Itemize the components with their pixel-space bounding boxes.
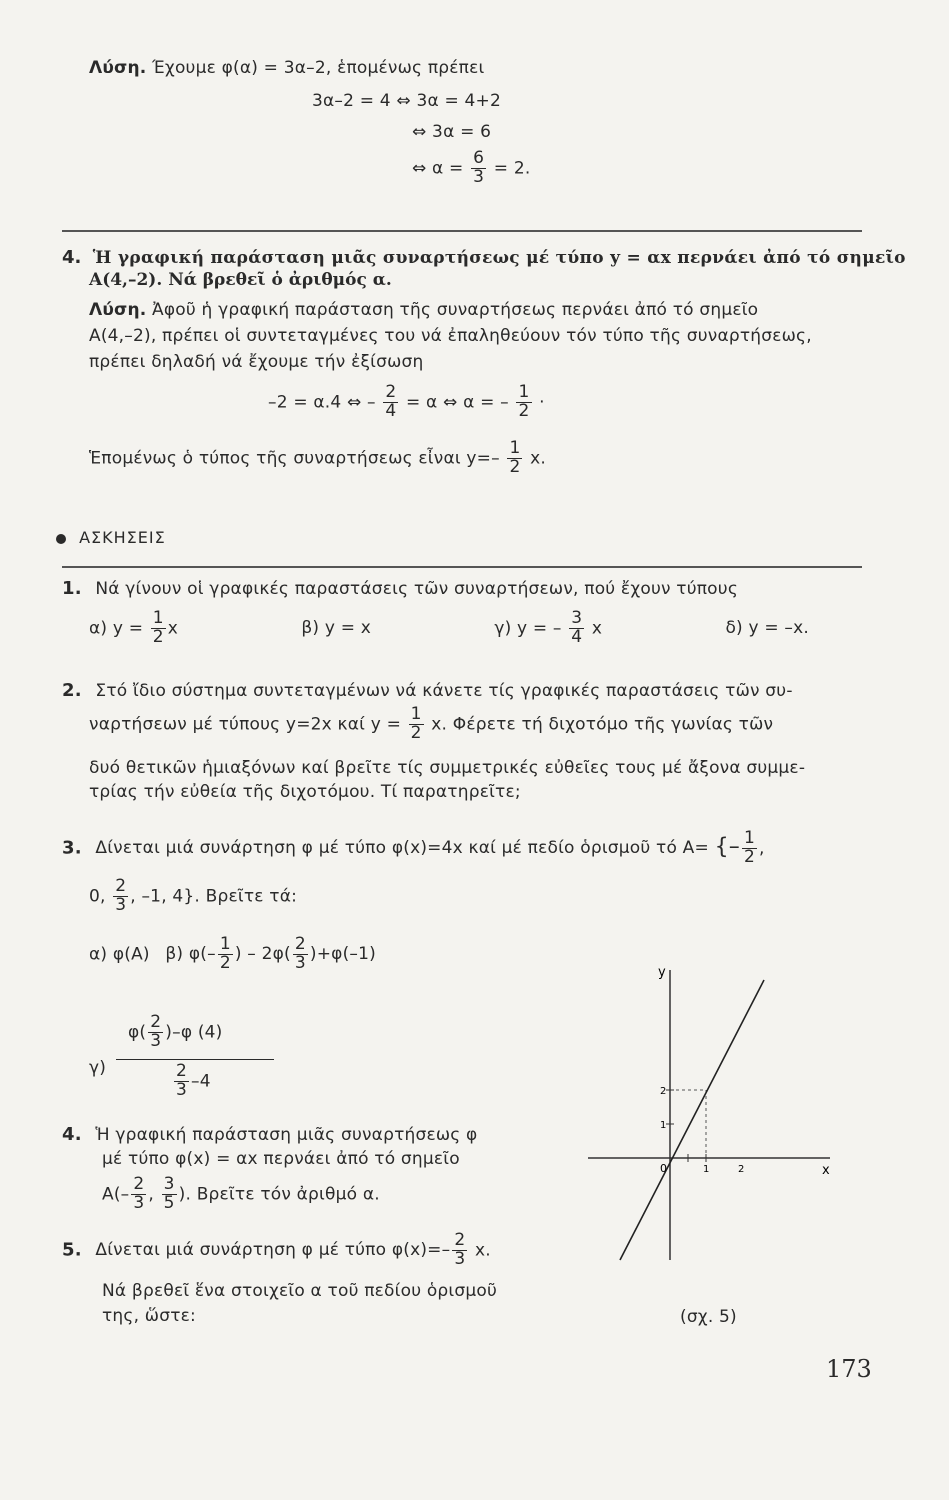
exercise-statement: Στό ἴδιο σύστημα συντεταγμένων νά κάνετε τίς γραφικές παραστάσεις τῶν συ- xyxy=(95,681,793,701)
exercise-statement: Δίνεται μιά συνάρτηση φ μέ τύπο φ(x)=4x καί μέ πεδίο ὁρισμοῦ τό A= xyxy=(95,838,709,859)
frac-den: 3 xyxy=(294,952,306,973)
page-number: 173 xyxy=(826,1355,872,1383)
frac-den: 2 xyxy=(518,400,530,421)
frac-den: 3 xyxy=(133,1192,145,1213)
eq-post: · xyxy=(539,392,545,413)
formula-c-post: x xyxy=(591,618,603,639)
exercise-4-line-2: μέ τύπο φ(x) = αx περνάει ἀπό τό σημεῖο xyxy=(102,1149,460,1169)
exercise-number: 5. xyxy=(62,1239,82,1261)
final-pre: Ἑπομένως ὁ τύπος τῆς συναρτήσεως εἶναι y=– xyxy=(89,448,500,469)
eq3-pre: ⇔ α = xyxy=(412,158,464,179)
line1-pre: Δίνεται μιά συνάρτηση φ μέ τύπο φ(x)=– xyxy=(95,1240,451,1261)
exercise-number: 4. xyxy=(62,1124,82,1145)
line2-post: x. Φέρετε τή διχοτόμο τῆς γωνίας τῶν xyxy=(431,714,774,735)
part-c-denominator xyxy=(172,1063,211,1100)
frac-den: 3 xyxy=(473,166,485,187)
exercise-2-line-4: τρίας τήν εὐθεία τῆς διχοτόμου. Τί παρατηρεῖτε; xyxy=(89,782,521,802)
exercises-heading xyxy=(56,528,166,547)
frac-num: 2 xyxy=(133,1174,145,1194)
tick-y2-label: 2 xyxy=(660,1086,667,1097)
exercise-number: 2. xyxy=(62,680,82,701)
exercise-4-line-1 xyxy=(62,1124,477,1145)
eq3-post: = 2. xyxy=(493,158,531,179)
c-num-post: )–φ (4) xyxy=(165,1022,223,1043)
fraction xyxy=(569,610,584,647)
fraction xyxy=(409,706,424,743)
example-statement-2: A(4,–2). Νά βρεθεῖ ὁ ἀριθμός α. xyxy=(89,270,392,290)
part-b-mid: ) – 2φ( xyxy=(234,944,291,965)
exercise-2-line-2 xyxy=(89,706,773,743)
solution-intro: Έχουμε φ(α) = 3α–2, ἑπομένως πρέπει xyxy=(152,58,485,78)
fraction-1-2 xyxy=(516,384,531,421)
exercise-1-formulas xyxy=(89,610,809,647)
x-axis-label: x xyxy=(822,1163,830,1178)
example-4-line-1 xyxy=(62,247,906,268)
tick-x1-label: 1 xyxy=(703,1164,710,1175)
formula-a-pre: α) y = xyxy=(89,618,144,639)
frac-den: 3 xyxy=(176,1079,188,1100)
frac-num: 2 xyxy=(294,934,306,954)
exercise-3-line-2 xyxy=(89,878,297,915)
exercise-3-line-1 xyxy=(62,830,765,867)
line3-pre: A(– xyxy=(102,1184,130,1205)
tick-x2-label: 2 xyxy=(738,1164,745,1175)
frac-den: 5 xyxy=(163,1192,175,1213)
frac-den: 2 xyxy=(509,456,521,477)
exercise-statement: Ἡ γραφική παράσταση μιᾶς συναρτήσεως φ xyxy=(95,1125,478,1145)
fraction xyxy=(162,1176,177,1213)
frac-den: 4 xyxy=(571,626,583,647)
fraction xyxy=(113,878,128,915)
fraction xyxy=(131,1176,146,1213)
fraction xyxy=(148,1014,163,1051)
formula-b: β) y = x xyxy=(301,618,372,639)
example-number: 4. xyxy=(62,247,82,268)
line3-post: ). Βρεῖτε τόν ἀριθμό α. xyxy=(178,1184,380,1205)
line2-pre: ναρτήσεων μέ τύπους y=2x καί y = xyxy=(89,714,402,735)
section-divider xyxy=(62,230,862,232)
formula-d: δ) y = –x. xyxy=(725,618,809,639)
frac-num: 1 xyxy=(152,608,164,628)
exercise-4-line-3 xyxy=(102,1176,380,1213)
c-num-pre: φ( xyxy=(128,1022,147,1043)
section-divider xyxy=(62,566,862,568)
frac-num: 6 xyxy=(473,148,485,168)
fraction-1-2 xyxy=(507,440,522,477)
frac-num: 2 xyxy=(454,1230,466,1250)
frac-num: 2 xyxy=(176,1061,188,1081)
formula-c-pre: γ) y = – xyxy=(494,618,562,639)
figure-graph xyxy=(580,960,860,1300)
fraction-2-4 xyxy=(383,384,398,421)
frac-den: 2 xyxy=(743,846,755,867)
exercise-3-parts-ab xyxy=(89,936,376,973)
exercise-5-line-3: της, ὥστε: xyxy=(102,1306,196,1326)
frac-den: 2 xyxy=(410,722,422,743)
fraction xyxy=(452,1232,467,1269)
formula-c xyxy=(494,610,602,647)
frac-den: 3 xyxy=(115,894,127,915)
final-post: x. xyxy=(530,448,546,469)
frac-den: 2 xyxy=(219,952,231,973)
exercise-number: 3. xyxy=(62,837,82,859)
eq-mid: = α ⇔ α = – xyxy=(406,392,509,413)
fraction xyxy=(218,936,233,973)
formula-a xyxy=(89,610,178,647)
exercise-2-line-3: δυό θετικῶν ἡμιαξόνων καί βρεῖτε τίς συμμετρικές εὐθεῖες τους μέ ἄξονα συμμε- xyxy=(89,758,806,778)
part-a: α) φ(A) xyxy=(89,944,150,965)
equation-line-3 xyxy=(412,150,530,187)
exercise-5-line-2: Νά βρεθεῖ ἕνα στοιχεῖο α τοῦ πεδίου ὁρισμοῦ xyxy=(102,1281,498,1301)
frac-num: 1 xyxy=(743,828,755,848)
function-line xyxy=(620,980,764,1260)
example-4-final xyxy=(89,440,546,477)
solution-label: Λύση. xyxy=(89,300,147,320)
solution-text-1: Ἀφοῦ ἡ γραφική παράσταση τῆς συναρτήσεως περνάει ἀπό τό σημεῖο xyxy=(152,300,759,320)
frac-den: 3 xyxy=(454,1248,466,1269)
frac-num: 1 xyxy=(509,438,521,458)
frac-num: 2 xyxy=(150,1012,162,1032)
example-statement-1: Ἡ γραφική παράσταση μιᾶς συναρτήσεως μέ τύπο y = αx περνάει ἀπό τό σημεῖο xyxy=(92,248,906,268)
set-open: {– xyxy=(714,834,740,860)
eq-pre: –2 = α.4 ⇔ – xyxy=(268,392,376,413)
frac-num: 3 xyxy=(163,1174,175,1194)
solution-text-2: A(4,–2), πρέπει οἱ συντεταγμένες του νά ἐπαληθεύουν τόν τύπο τῆς συναρτήσεως, xyxy=(89,326,812,346)
equation-line-2: ⇔ 3α = 6 xyxy=(412,122,492,142)
frac-num: 1 xyxy=(518,382,530,402)
c-den-post: –4 xyxy=(191,1071,211,1092)
exercise-1-text xyxy=(62,578,738,599)
frac-den: 3 xyxy=(150,1030,162,1051)
exercise-number: 1. xyxy=(62,578,82,599)
frac-den: 4 xyxy=(385,400,397,421)
frac-num: 3 xyxy=(571,608,583,628)
fraction xyxy=(151,610,166,647)
comma: , xyxy=(148,1184,155,1205)
frac-num: 1 xyxy=(410,704,422,724)
bullet-icon xyxy=(56,534,66,544)
part-b xyxy=(165,934,376,973)
set-comma: , xyxy=(759,838,765,859)
fraction xyxy=(174,1063,189,1100)
line1-post: x. xyxy=(474,1240,491,1261)
line2-mid: , –1, 4}. Βρεῖτε τά: xyxy=(130,886,298,907)
example-4-solution-1 xyxy=(89,300,758,320)
fraction xyxy=(742,830,757,867)
exercise-5-line-1 xyxy=(62,1232,491,1269)
part-c-fraction-bar xyxy=(116,1059,274,1060)
part-b-pre: β) φ(– xyxy=(165,944,216,965)
line2-pre: 0, xyxy=(89,886,106,907)
exercise-statement: Νά γίνουν οἱ γραφικές παραστάσεις τῶν συναρτήσεων, πού ἔχουν τύπους xyxy=(95,579,738,599)
formula-a-post: x xyxy=(167,618,179,639)
fraction xyxy=(293,936,308,973)
exercises-title: ΑΣΚΗΣΕΙΣ xyxy=(79,528,166,547)
exercise-2-line-1 xyxy=(62,680,793,701)
part-c-label: γ) xyxy=(89,1058,107,1078)
equation-line-1: 3α–2 = 4 ⇔ 3α = 4+2 xyxy=(312,91,502,111)
frac-num: 1 xyxy=(219,934,231,954)
example-4-equation xyxy=(268,384,545,421)
fraction-6-3 xyxy=(471,150,486,187)
origin-label: 0 xyxy=(660,1162,667,1175)
solution-text-3: πρέπει δηλαδή νά ἔχουμε τήν ἐξίσωση xyxy=(89,352,424,372)
frac-num: 2 xyxy=(115,876,127,896)
part-c-numerator xyxy=(128,1014,223,1051)
figure-caption: (σχ. 5) xyxy=(680,1307,737,1327)
frac-num: 2 xyxy=(385,382,397,402)
y-axis-label: y xyxy=(658,965,666,980)
part-b-post: )+φ(–1) xyxy=(309,944,376,965)
tick-y1-label: 1 xyxy=(660,1120,667,1131)
frac-den: 2 xyxy=(152,626,164,647)
solution-a-intro-line xyxy=(89,58,484,78)
solution-label: Λύση. xyxy=(89,58,147,78)
